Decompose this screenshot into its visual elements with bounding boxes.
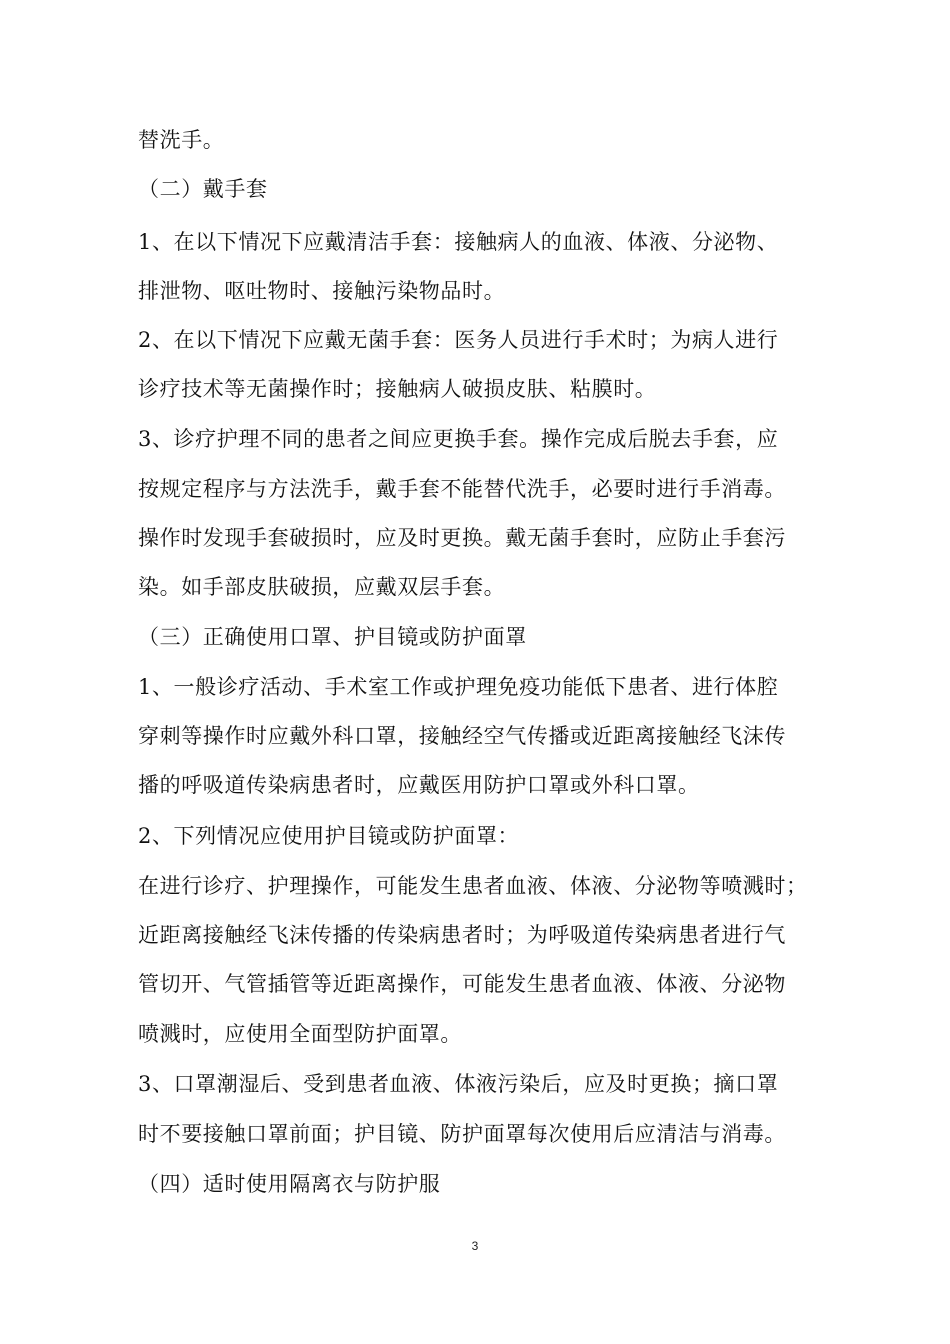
text-line-21: 时不要接触口罩前面；护目镜、防护面罩每次使用后应清洁与消毒。 bbox=[138, 1122, 786, 1146]
text-line-4: 排泄物、呕吐物时、接触污染物品时。 bbox=[138, 279, 506, 303]
page-number: 3 bbox=[471, 1239, 479, 1253]
text-line-8: 按规定程序与方法洗手，戴手套不能替代洗手，必要时进行手消毒。 bbox=[138, 477, 786, 501]
text-line-15: 2、下列情况应使用护目镜或防护面罩： bbox=[138, 824, 520, 848]
text-line-13: 穿刺等操作时应戴外科口罩，接触经空气传播或近距离接触经飞沫传 bbox=[138, 724, 786, 748]
section-heading-4: （四）适时使用隔离衣与防护服 bbox=[138, 1172, 441, 1196]
section-heading-2: （二）戴手套 bbox=[138, 177, 268, 201]
text-line-5: 2、在以下情况下应戴无菌手套：医务人员进行手术时；为病人进行 bbox=[138, 328, 779, 352]
text-line-10: 染。如手部皮肤破损，应戴双层手套。 bbox=[138, 575, 506, 599]
text-line-3: 1、在以下情况下应戴清洁手套：接触病人的血液、体液、分泌物、 bbox=[138, 230, 779, 254]
text-line-20: 3、口罩潮湿后、受到患者血液、体液污染后，应及时更换；摘口罩 bbox=[138, 1072, 779, 1096]
text-line-12: 1、一般诊疗活动、手术室工作或护理免疫功能低下患者、进行体腔 bbox=[138, 675, 779, 699]
text-line-16: 在进行诊疗、护理操作，可能发生患者血液、体液、分泌物等喷溅时； bbox=[138, 874, 808, 898]
text-line-17: 近距离接触经飞沫传播的传染病患者时；为呼吸道传染病患者进行气 bbox=[138, 923, 786, 947]
text-line-6: 诊疗技术等无菌操作时；接触病人破损皮肤、粘膜时。 bbox=[138, 377, 657, 401]
text-line-19: 喷溅时，应使用全面型防护面罩。 bbox=[138, 1022, 462, 1046]
text-line-9: 操作时发现手套破损时，应及时更换。戴无菌手套时，应防止手套污 bbox=[138, 526, 786, 550]
section-heading-3: （三）正确使用口罩、护目镜或防护面罩 bbox=[138, 625, 527, 649]
text-line-7: 3、诊疗护理不同的患者之间应更换手套。操作完成后脱去手套，应 bbox=[138, 427, 779, 451]
text-line-1: 替洗手。 bbox=[138, 128, 225, 152]
text-line-18: 管切开、气管插管等近距离操作，可能发生患者血液、体液、分泌物 bbox=[138, 972, 786, 996]
text-line-14: 播的呼吸道传染病患者时，应戴医用防护口罩或外科口罩。 bbox=[138, 773, 700, 797]
